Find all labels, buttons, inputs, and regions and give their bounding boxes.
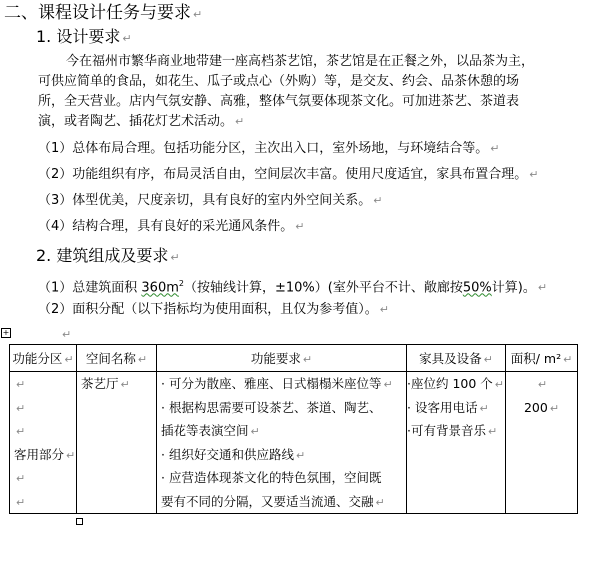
- table-row: [10, 372, 578, 514]
- design-requirements-title: 1. 设计要求 ↵: [36, 27, 132, 46]
- intro-line-3: 所，全天营业。店内气氛安静、高雅，整体气氛要体现茶文化。可加进茶艺、茶道表: [38, 94, 520, 109]
- area-allocation-table: [9, 344, 578, 514]
- furniture-cell: ·座位约 100 个 ↵ · 设客用电话 ↵ ·可有背景音乐 ↵: [407, 372, 506, 514]
- building-composition-title: 2. 建筑组成及要求 ↵: [36, 246, 180, 265]
- header-area: 面积/ m² ↵: [506, 345, 578, 372]
- header-function: 功能要求 ↵: [157, 345, 407, 372]
- space-name-cell: 茶艺厅 ↵: [77, 372, 157, 514]
- requirement-item-1: （1）总体布局合理。包括功能分区，主次出入口，室外场地，与环境结合等。 ↵: [38, 141, 500, 156]
- requirement-item-4: （4）结构合理，具有良好的采光通风条件。 ↵: [38, 219, 305, 234]
- intro-line-1: 今在福州市繁华商业地带建一座高档茶艺馆，茶艺馆是在正餐之外，以品茶为主，: [66, 54, 535, 69]
- function-cell: · 可分为散座、雅座、日式榻榻米座位等 ↵ · 根据构思需要可设茶艺、茶道、陶艺、 插花等表演空间 ↵ · 组织好交通和供应路线 ↵ · 应营造体现茶文化的特色氛围，空间既 要有不同的分隔，又要适当流通、交融 ↵: [157, 372, 407, 514]
- requirement-item-2: （2）功能组织有序，布局灵活自由，空间层次丰富。使用尺度适宜，家具布置合理。 ↵: [38, 167, 539, 182]
- table-resize-handle[interactable]: [76, 518, 83, 525]
- header-furniture: 家具及设备 ↵: [407, 345, 506, 372]
- section-heading: 二、课程设计任务与要求 ↵: [4, 3, 203, 23]
- area-cell: ↵ 200 ↵: [506, 372, 578, 514]
- paragraph-mark: ↵: [62, 328, 72, 341]
- header-zone: 功能分区 ↵: [10, 345, 77, 372]
- composition-item-2: （2）面积分配（以下指标均为使用面积，且仅为参考值）。 ↵: [38, 302, 389, 317]
- requirement-item-3: （3）体型优美，尺度亲切，具有良好的室内外空间关系。 ↵: [38, 193, 383, 208]
- header-space-name: 空间名称 ↵: [77, 345, 157, 372]
- zone-cell: ↵ ↵ ↵ 客用部分 ↵ ↵ ↵: [10, 372, 77, 514]
- table-header-row: [10, 345, 578, 372]
- composition-item-1: （1）总建筑面积 $360m^2$（按轴线计算，±10%）(室外平台不计、敞廊按50%计算)。 ↵: [38, 279, 548, 296]
- intro-line-2: 可供应简单的食品，如花生、瓜子或点心（外购）等，是交友、约会、品茶休憩的场: [38, 74, 520, 89]
- table-move-handle[interactable]: +: [2, 328, 10, 337]
- intro-line-4: 演，或者陶艺、插花灯艺术活动。 ↵: [38, 114, 245, 129]
